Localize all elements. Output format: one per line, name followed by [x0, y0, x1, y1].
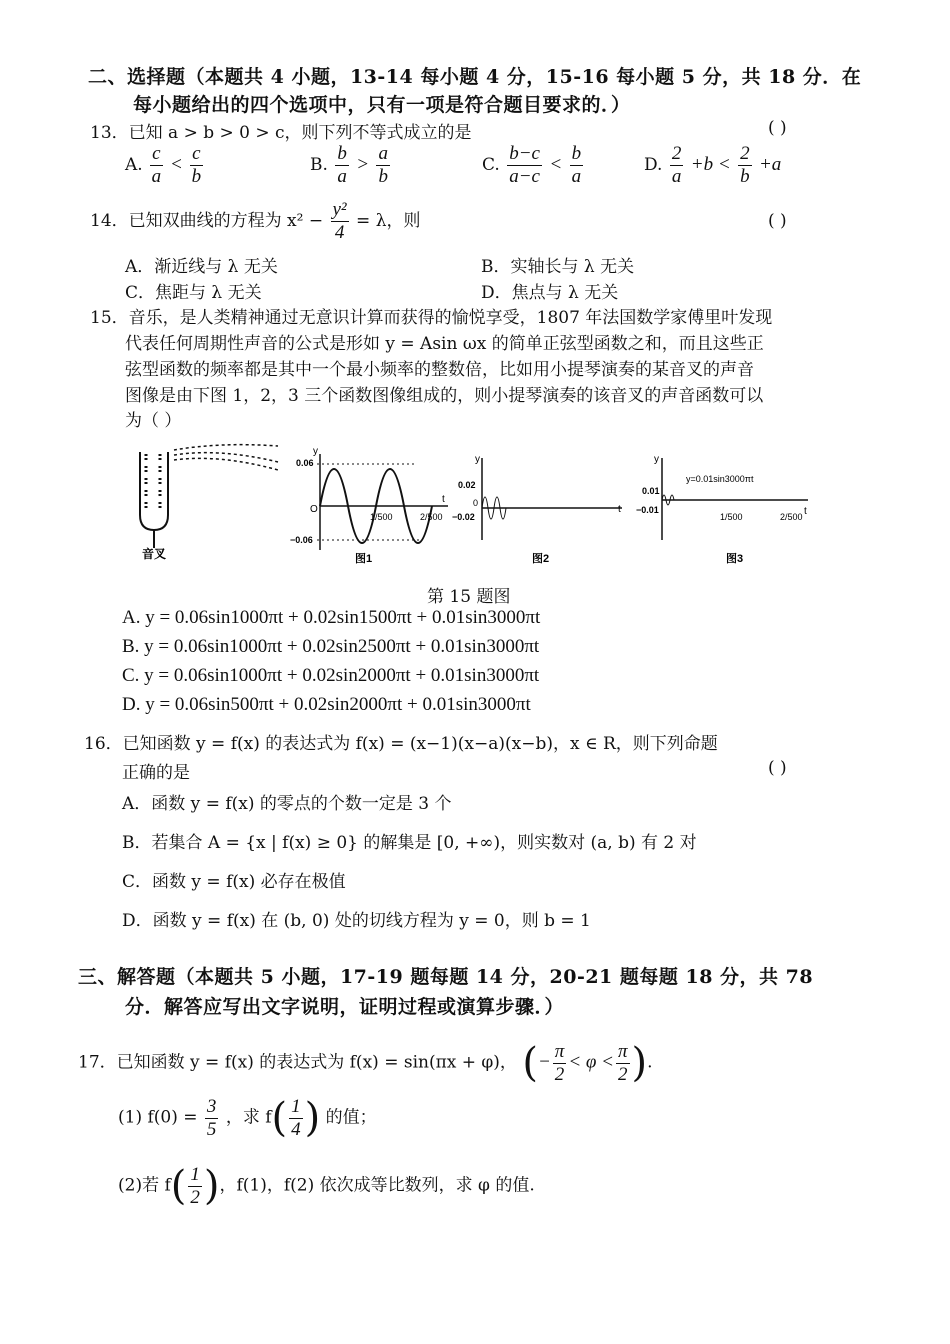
fig1-bottom-tick: −0.06 [290, 535, 313, 545]
section-2-heading-line1: 二、选择题（本题共 4 小题，13-14 每小题 4 分，15-16 每小题 5 分，共 18 分．在 [88, 66, 862, 88]
q17-stem: 17．已知函数 y = f(x) 的表达式为 f(x) = sin(πx + φ)， (− $\frac{\pi}{2}$ < φ < $\frac{\pi}{2}$ ). [78, 1040, 653, 1086]
q14-option-d: D．焦点与 λ 无关 [481, 283, 619, 303]
q16-option-c: C．函数 y = f(x) 必存在极值 [122, 872, 346, 892]
tuning-fork-label: 音叉 [142, 547, 167, 561]
fig2-caption: 图2 [532, 553, 550, 565]
q15-line4: 图像是由下图 1，2，3 三个函数图像组成的，则小提琴演奏的该音叉的声音函数可以 [125, 386, 764, 406]
fig3-y-label: y [654, 454, 659, 465]
q14-option-c: C．焦距与 λ 无关 [125, 283, 262, 303]
q15-line1: 15．音乐，是人类精神通过无意识计算而获得的愉悦享受，1807 年法国数学家傅里叶发现 [90, 308, 773, 328]
fig2-t-label: t [618, 504, 621, 515]
q17-part2: (2)若 f( $\frac{1}{2}$ )，f(1)，f(2) 依次成等比数列，求 φ 的值. [118, 1163, 535, 1209]
q16-option-a: A．函数 y = f(x) 的零点的个数一定是 3 个 [122, 794, 452, 814]
fig2-bottom-tick: −0.02 [452, 512, 475, 522]
fig1-y-label: y [313, 446, 318, 457]
fig1-origin: O [310, 504, 318, 515]
q15-option-d: D. y = 0.06sin500πt + 0.02sin2000πt + 0.01sin3000πt [122, 694, 531, 715]
q13-option-b: B. $\frac{b}{a}$ > $\frac{a}{b}$ [310, 143, 388, 187]
q16-option-d: D．函数 y = f(x) 在 (b, 0) 处的切线方程为 y = 0，则 b = 1 [122, 911, 591, 931]
q15-option-a: A. y = 0.06sin1000πt + 0.02sin1500πt + 0.01sin3000πt [122, 607, 541, 628]
fig1-x-tick2: 2/500 [420, 512, 443, 522]
figure-3-graph [636, 454, 808, 565]
fig1-t-label: t [442, 494, 445, 505]
fig2-y-label: y [475, 454, 480, 465]
q15-figure [130, 440, 820, 580]
figure-2-graph [452, 454, 622, 565]
q14-option-b: B．实轴长与 λ 无关 [481, 257, 635, 277]
q15-option-b: B. y = 0.06sin1000πt + 0.02sin2500πt + 0.01sin3000πt [122, 636, 540, 657]
q16-line2: 正确的是 [122, 763, 190, 783]
q16-answer-bracket: ( ) [768, 758, 787, 778]
section-3-heading-line2: 分．解答应写出文字说明，证明过程或演算步骤．） [125, 996, 565, 1018]
q14-option-a: A．渐近线与 λ 无关 [125, 257, 278, 277]
tuning-fork-icon [140, 445, 278, 548]
section-3-heading-line1: 三、解答题（本题共 5 小题，17-19 题每题 14 分，20-21 题每题 18 分，共 78 [78, 966, 814, 988]
fig3-bottom-tick: −0.01 [636, 505, 659, 515]
fig3-top-tick: 0.01 [642, 486, 660, 496]
q13-answer-bracket: ( ) [768, 118, 787, 138]
fig3-caption: 图3 [726, 553, 744, 565]
q13-option-c: C. $\frac{b-c}{a-c}$ < $\frac{b}{a}$ [482, 143, 582, 187]
fig3-x-tick2: 2/500 [780, 512, 803, 522]
section-2-heading-line2: 每小题给出的四个选项中，只有一项是符合题目要求的．） [133, 94, 631, 116]
q15-line5: 为（ ） [125, 411, 182, 431]
fig3-x-tick1: 1/500 [720, 512, 743, 522]
q15-line2: 代表任何周期性声音的公式是形如 y = Asin ωx 的简单正弦型函数之和，而且这些正 [125, 334, 764, 354]
q13-option-a: A. $\frac{c}{a}$ < $\frac{c}{b}$ [125, 143, 202, 187]
q13-option-d: D. $\frac{2}{a}$ +b < $\frac{2}{b}$ +a [644, 143, 782, 187]
q13-stem: 13．已知 a > b > 0 > c，则下列不等式成立的是 [90, 123, 472, 143]
fig1-top-tick: 0.06 [296, 458, 314, 468]
q16-line1: 16．已知函数 y = f(x) 的表达式为 f(x) = (x−1)(x−a)(x−b)，x ∈ R，则下列命题 [84, 734, 718, 754]
q16-option-b: B．若集合 A = {x | f(x) ≥ 0} 的解集是 [0, +∞)，则实数对 (a, b) 有 2 对 [122, 833, 697, 853]
q15-line3: 弦型函数的频率都是其中一个最小频率的整数倍，比如用小提琴演奏的某音叉的声音 [125, 360, 754, 380]
fig2-origin: 0 [473, 498, 479, 508]
fig3-t-label: t [804, 506, 807, 517]
fig3-equation: y=0.01sin3000πt [686, 474, 754, 484]
fig2-top-tick: 0.02 [458, 480, 476, 490]
q15-figure-caption: 第 15 题图 [427, 587, 511, 607]
q17-part1: (1) f(0) = $\frac{3}{5}$ ，求 f( $\frac{1}{4}$ ) 的值； [118, 1095, 377, 1141]
figure-1-graph [290, 446, 448, 565]
fig1-x-tick1: 1/500 [370, 512, 393, 522]
q14-answer-bracket: ( ) [768, 211, 787, 231]
q14-stem: 14．已知双曲线的方程为 x² − $\frac{\text{y²}}{4}$ = λ，则 [90, 199, 421, 243]
q15-option-c: C. y = 0.06sin1000πt + 0.02sin2000πt + 0.01sin3000πt [122, 665, 540, 686]
fig1-caption: 图1 [355, 553, 373, 565]
